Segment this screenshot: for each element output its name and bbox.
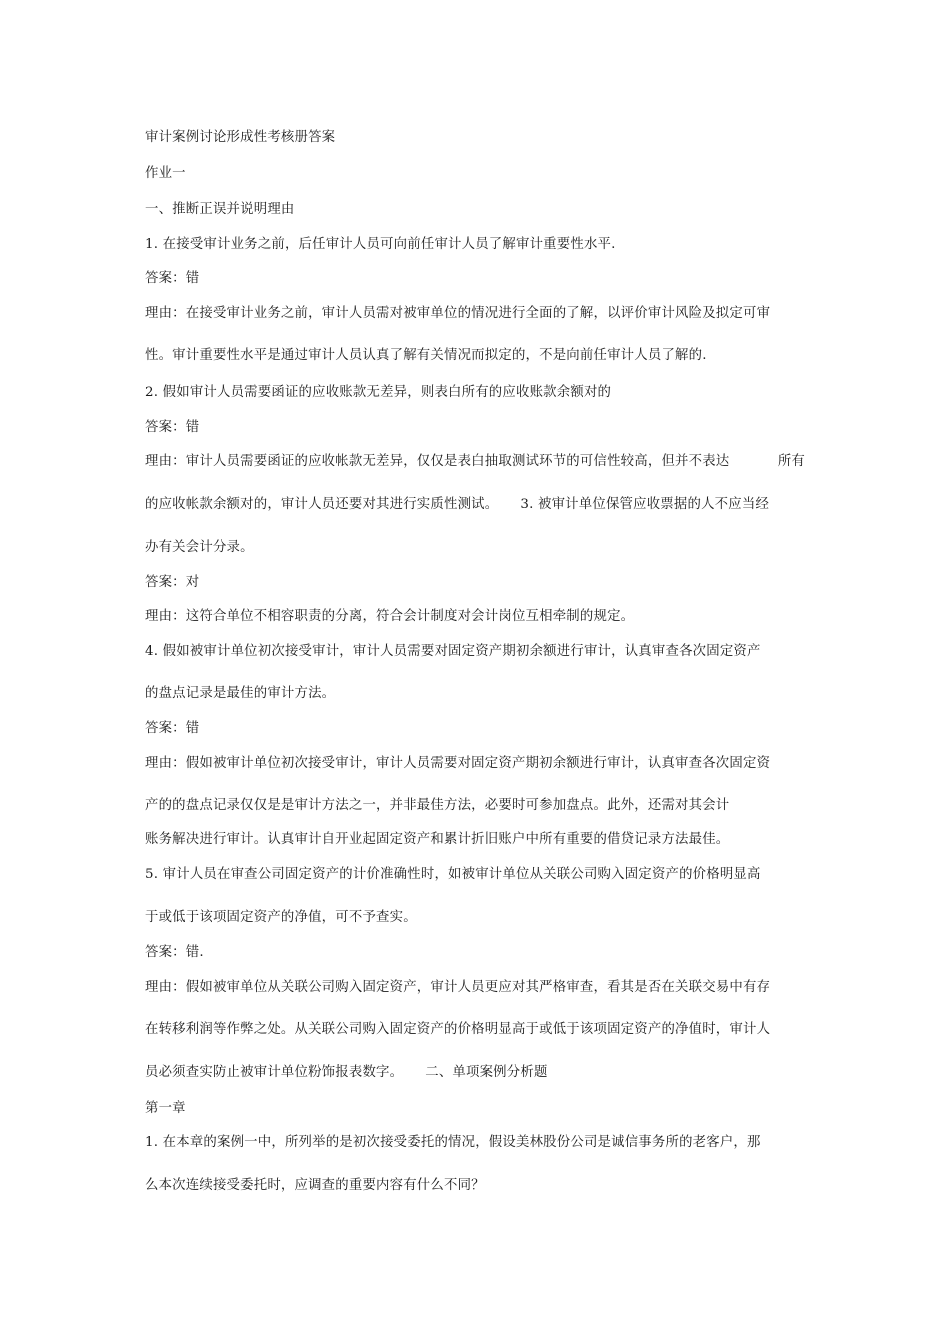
reason-2-text: 理由：审计人员需要函证的应收帐款无差异，仅仅是表白抽取测试环节的可信性较高，但并不表达 [145,454,730,469]
answer-3: 答案：对 [145,575,200,590]
question-3-cont: 办有关会计分录。 [145,540,254,555]
reason-2-line-1 [145,453,805,471]
reason-5-line-3 [145,1064,548,1082]
reason-5-line-2: 在转移利润等作弊之处。从关联公司购入固定资产的价格明显高于或低于该项固定资产的净值时，审计人 [145,1022,771,1037]
chapter-heading: 第一章 [145,1101,186,1116]
answer-4: 答案：错 [145,721,200,736]
reason-4-line-3: 账务解决进行审计。认真审计自开业起固定资产和累计折旧账户中所有重要的借贷记录方法最佳。 [145,832,730,847]
answer-5: 答案：错. [145,945,204,960]
question-1: 1. 在接受审计业务之前，后任审计人员可向前任审计人员了解审计重要性水平. [145,237,616,252]
question-4-line-1: 4. 假如被审计单位初次接受审计，审计人员需要对固定资产期初余额进行审计，认真审查各次固定资产 [145,644,761,659]
reason-2-line-2 [145,496,769,514]
reason-5-line-1: 理由：假如被审单位从关联公司购入固定资产，审计人员更应对其严格审查，看其是否在关联交易中有存 [145,980,771,995]
reason-5-cont: 员必须查实防止被审计单位粉饰报表数字。 [145,1065,404,1080]
question-4-line-2: 的盘点记录是最佳的审计方法。 [145,686,336,701]
case-question-1-line-2: 么本次连续接受委托时，应调查的重要内容有什么不同？ [145,1178,485,1193]
section-2-heading: 二、单项案例分析题 [425,1065,548,1080]
reason-2-tail: 所有 [777,454,805,469]
reason-4-line-2: 产的的盘点记录仅仅是是审计方法之一，并非最佳方法，必要时可参加盘点。此外，还需对其会计 [145,798,730,813]
reason-1-line-1: 理由：在接受审计业务之前，审计人员需对被审单位的情况进行全面的了解，以评价审计风险及拟定可审 [145,306,771,321]
answer-1: 答案：错 [145,271,200,286]
case-question-1-line-1: 1. 在本章的案例一中，所列举的是初次接受委托的情况，假设美林股份公司是诚信事务所的老客户，那 [145,1135,761,1150]
reason-1-line-2: 性。审计重要性水平是通过审计人员认真了解有关情况而拟定的，不是向前任审计人员了解的. [145,348,707,363]
assignment-heading: 作业一 [145,166,186,181]
section-heading: 一、推断正误并说明理由 [145,202,295,217]
question-5-line-2: 于或低于该项固定资产的净值，可不予查实。 [145,910,417,925]
reason-2-cont: 的应收帐款余额对的，审计人员还要对其进行实质性测试。 [145,497,499,512]
document-title: 审计案例讨论形成性考核册答案 [145,130,336,145]
answer-2: 答案：错 [145,420,200,435]
question-2: 2. 假如审计人员需要函证的应收账款无差异，则表白所有的应收账款余额对的 [145,385,612,400]
question-5-line-1: 5. 审计人员在审查公司固定资产的计价准确性时，如被审计单位从关联公司购入固定资产的价格明显高 [145,867,761,882]
question-3: 3. 被审计单位保管应收票据的人不应当经 [520,497,770,512]
reason-3: 理由：这符合单位不相容职责的分离，符合会计制度对会计岗位互相牵制的规定。 [145,609,635,624]
reason-4-line-1: 理由：假如被审计单位初次接受审计，审计人员需要对固定资产期初余额进行审计，认真审查各次固定资 [145,756,771,771]
